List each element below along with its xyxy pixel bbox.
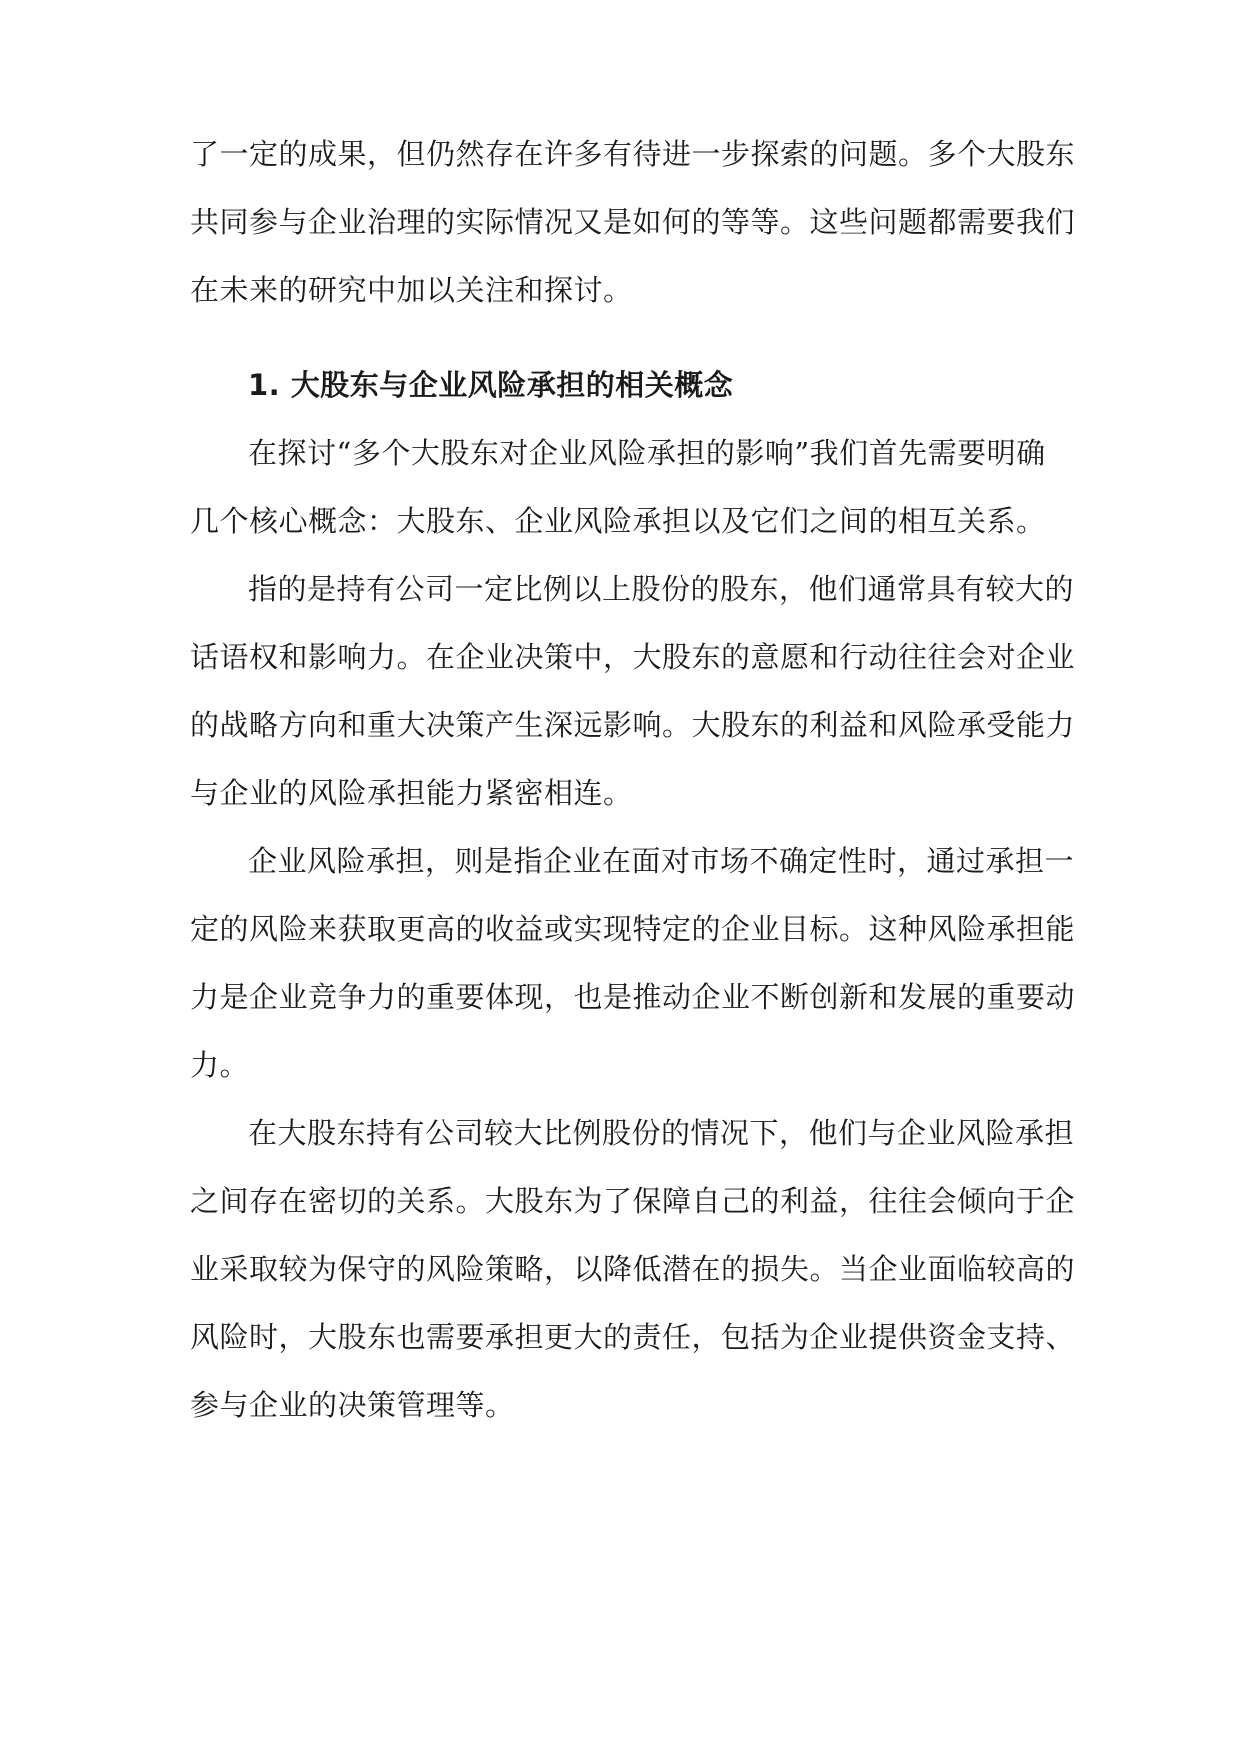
- paragraph-line: 在大股东持有公司较大比例股份的情况下，他们与企业风险承担: [248, 1116, 1075, 1150]
- paragraph-line: 力是企业竞争力的重要体现，也是推动企业不断创新和发展的重要动: [190, 980, 1076, 1014]
- paragraph-line: 力。: [190, 1048, 250, 1082]
- paragraph-line: 在未来的研究中加以关注和探讨。: [190, 273, 633, 307]
- paragraph-line: 了一定的成果，但仍然存在许多有待进一步探索的问题。多个大股东: [190, 137, 1076, 171]
- paragraph-line: 几个核心概念：大股东、企业风险承担以及它们之间的相互关系。: [190, 504, 1046, 538]
- paragraph-line: 指的是持有公司一定比例以上股份的股东，他们通常具有较大的: [248, 572, 1075, 606]
- paragraph-line: 企业风险承担，则是指企业在面对市场不确定性时，通过承担一: [248, 844, 1075, 878]
- paragraph-line: 风险时，大股东也需要承担更大的责任，包括为企业提供资金支持、: [190, 1320, 1076, 1354]
- paragraph-line: 之间存在密切的关系。大股东为了保障自己的利益，往往会倾向于企: [190, 1184, 1076, 1218]
- paragraph-line: 共同参与企业治理的实际情况又是如何的等等。这些问题都需要我们: [190, 205, 1076, 239]
- paragraph-line: 与企业的风险承担能力紧密相连。: [190, 776, 633, 810]
- section-heading: 1. 大股东与企业风险承担的相关概念: [248, 368, 734, 402]
- paragraph-line: 在探讨“多个大股东对企业风险承担的影响”我们首先需要明确: [248, 436, 1046, 470]
- paragraph-line: 定的风险来获取更高的收益或实现特定的企业目标。这种风险承担能: [190, 912, 1076, 946]
- paragraph-line: 的战略方向和重大决策产生深远影响。大股东的利益和风险承受能力: [190, 708, 1076, 742]
- paragraph-line: 业采取较为保守的风险策略，以降低潜在的损失。当企业面临较高的: [190, 1252, 1076, 1286]
- paragraph-line: 参与企业的决策管理等。: [190, 1388, 515, 1422]
- paragraph-line: 话语权和影响力。在企业决策中，大股东的意愿和行动往往会对企业: [190, 640, 1076, 674]
